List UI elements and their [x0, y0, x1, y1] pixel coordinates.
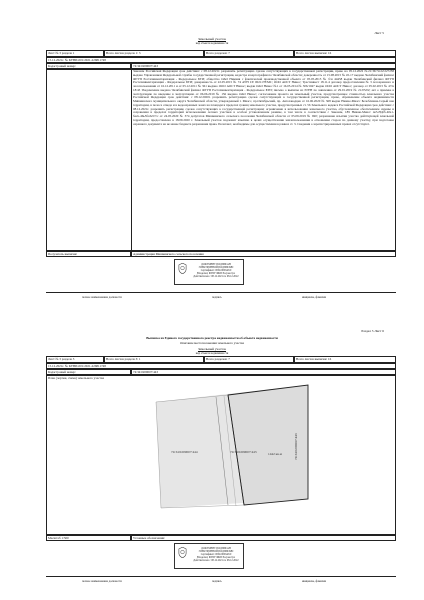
sheet-label: Лист № 3 раздела 3 — [46, 356, 104, 363]
signature-name-caption: инициалы, фамилия — [302, 580, 326, 583]
stamp-line: Сертификат: 00fbc000ba8c0 — [200, 553, 232, 557]
parcel-label-side: 74:34:0209007:444 — [171, 450, 198, 454]
recipient-label: Получатель выписки: — [46, 251, 131, 257]
signature-position-caption: полное наименование должности — [82, 580, 122, 583]
cadastral-value: 74:34:0209007:443 — [131, 369, 396, 375]
sheet-number: Раздел 3 Лист 6 — [361, 329, 384, 333]
total-sheets-section: Всего листов раздела 1: 3 — [104, 50, 204, 57]
date-registry-number: 15.12.2021г. № КУВИ-001/2021-226811748 — [46, 57, 396, 63]
section-title: Земельный участок — [197, 37, 227, 41]
sheet-label: Лист № 3 раздела 1 — [46, 50, 104, 57]
stamp-line: ДОКУМЕНТ ПОДПИСАН — [201, 263, 231, 266]
parcel-label-main: 74:34:0209007:443 — [230, 450, 257, 454]
cadastral-value: 74:34:0209007:443 — [131, 63, 396, 69]
coat-of-arms-icon — [178, 547, 187, 558]
sheet-number: Лист 5 — [374, 31, 384, 35]
signature-position-caption: полное наименование должности — [82, 296, 122, 299]
stamp-line: ДОКУМЕНТ ПОДПИСАН — [201, 547, 231, 550]
recipient-value: Администрация Мишкинского сельского поселения — [131, 251, 396, 257]
signature-caption: подпись — [212, 296, 222, 299]
parcel-area-note: 1442 кв.м — [268, 452, 282, 456]
total-sheets: Всего листов выписки: 16 — [294, 356, 396, 363]
stamp-line: Владелец: ФГБУ ФКП Росреестра — [197, 272, 235, 276]
section-subtitle: вид объекта недвижимости — [195, 352, 229, 355]
special-notes-text: Законом Российской Федерации срок действия: с 08.12.2021г. разрешить регистрацию сделок сопутствующих к государственной регистрации, право на 05.12.2022 №21:36:74:22:227258 выдано Управлением Федеральной службы государственной регистрации, кадастра и картографии по Челябинской области; доверенность от 15.08.2015 № 45-17 выдано Челябинский филиал ФГУП Ростехинвентаризация - Федеральное БТИ; общество ОАО Нижняя с фактической производственной объекта от 05.05.2015 № б/н 44458 выдан Челябинский филиал ФГУП Ростехинвентаризация - Федеральное БТИ; доверенность от 22.05.2015 № 74 АУН СЕ 0021178/МС; ООО АОСТ Нинос; Трастинвест 18.11.4 договор предоставления № 3 лесоаренного и лесопользования от 16.12.2011 и от 05.12.2011 № 361 выдано ООО АОСТ Нинос; выдан ОАО Нинос №1 от 16.05.2014 № 306/1047 выдан ООО АОСТ Нинос; договор от 05.02.2015 № 47/н 18/43 Уведомление выдано Челябинский филиал ФГУП Ростехинвентаризация - Федеральное БТИ; письмо о выписке из ЕГРН по заявлению от 29.01.2019 № 21/05/02; акт о приемке в эксплуатацию по введение в эксплуатацию от 06.06.2019 № 156 выдано ОАО Нинос; согласование проекта на земельный участок, предусмотренное стоимостью земельного участка Российской Федерации срок действия: с 08.12.2020г. разрешить регистрацию сделок сопутствующих к государственной регистрации, право, обременение объекта недвижимости Мишкинского муниципального округа Челябинской области, утвержденный г. Миасс, пр.Октябрьский, пр. Автозаводцев от 16.06.2020 № 368 выдан Нижне-Миасс Белоближне-Серый вне территории, в полосе отвода и в водоохранных зонах на площади в пределах границ земельного участка, предусмотренных ст. 56 Земельного кодекса Российской Федерации срок действия: с 08.12.2021г. разрешить регистрацию сделок сопутствующих к государственной регистрации; ограничение в использовании земельного участка, обусловленное обеспечением охраны и сохранения в пределах территорий использования лесных участков в особом установленном режиме, в том числе в соответствии с Законом, 189 Нижне-Миасс 4е5-Ндбб-40а1-ба2е-46ь5ба3е57сс от 24.05.2020 № 374 депутатов Мишкинского сельского поселения Челябинской области от 05.09.2019 № 690; разрешение изъятия участка действующей земельной территории, предоставлена в 18.09.2020 г. Земельный участок подлежит изъятию в целях осуществления землепользования в отношении сторон по данному участку, при подготовке охранного документа на не менее бюджета разрешения права. Полагают, необходимы для осуществления в рамках ст. 3. Сведения о зарегистрированных правах отсутствуют. — [133, 70, 394, 126]
parcel-label-vertical: 74:34:0209007:443 — [294, 433, 298, 460]
stamp-line: Действителен с 08.12.2021 по 08.12.2022 — [193, 559, 239, 563]
cadastral-label: Кадастровый номер: — [46, 63, 131, 69]
section-title: Земельный участок — [197, 347, 227, 351]
cadastral-label: Кадастровый номер: — [46, 369, 131, 375]
scale-label: Масштаб 1:500 — [46, 535, 131, 541]
signature-caption: подпись — [212, 580, 222, 583]
document-title: Выписка из Единого государственного реестра недвижимости об объекте недвижимости — [146, 336, 278, 340]
stamp-line: Действителен с 08.12.2021 по 08.12.2022 — [193, 275, 239, 279]
section-subtitle: вид объекта недвижимости — [195, 42, 229, 45]
date-registry-number: 15.12.2021г. № КУВИ-001/2021-226811748 — [46, 363, 396, 369]
plan-label: План (чертеж, схема) земельного участка — [48, 375, 105, 380]
electronic-signature-stamp — [174, 259, 244, 285]
signature-name-caption: инициалы, фамилия — [302, 296, 326, 299]
legend-label: Условные обозначения: — [131, 535, 396, 541]
stamp-line: Сертификат: 00fbc000ba8c0 — [200, 269, 232, 273]
stamp-line: Владелец: ФГБУ ФКП Росреестра — [197, 556, 235, 560]
document-subtitle: Описание местоположения земельного участка — [179, 341, 245, 345]
total-sheets: Всего листов выписки: 16 — [294, 50, 396, 57]
total-sheets-section: Всего листов раздела 3: 1 — [104, 356, 204, 363]
stamp-line: ЭЛЕКТРОННОЙ ПОДПИСЬЮ — [198, 550, 234, 554]
coat-of-arms-icon — [178, 263, 187, 274]
electronic-signature-stamp — [174, 543, 244, 569]
stamp-line: ЭЛЕКТРОННОЙ ПОДПИСЬЮ — [198, 266, 234, 270]
parcel-plan-drawing — [46, 375, 396, 535]
total-sections: Всего разделов: 7 — [204, 50, 294, 57]
total-sections: Всего разделов: 7 — [204, 356, 294, 363]
